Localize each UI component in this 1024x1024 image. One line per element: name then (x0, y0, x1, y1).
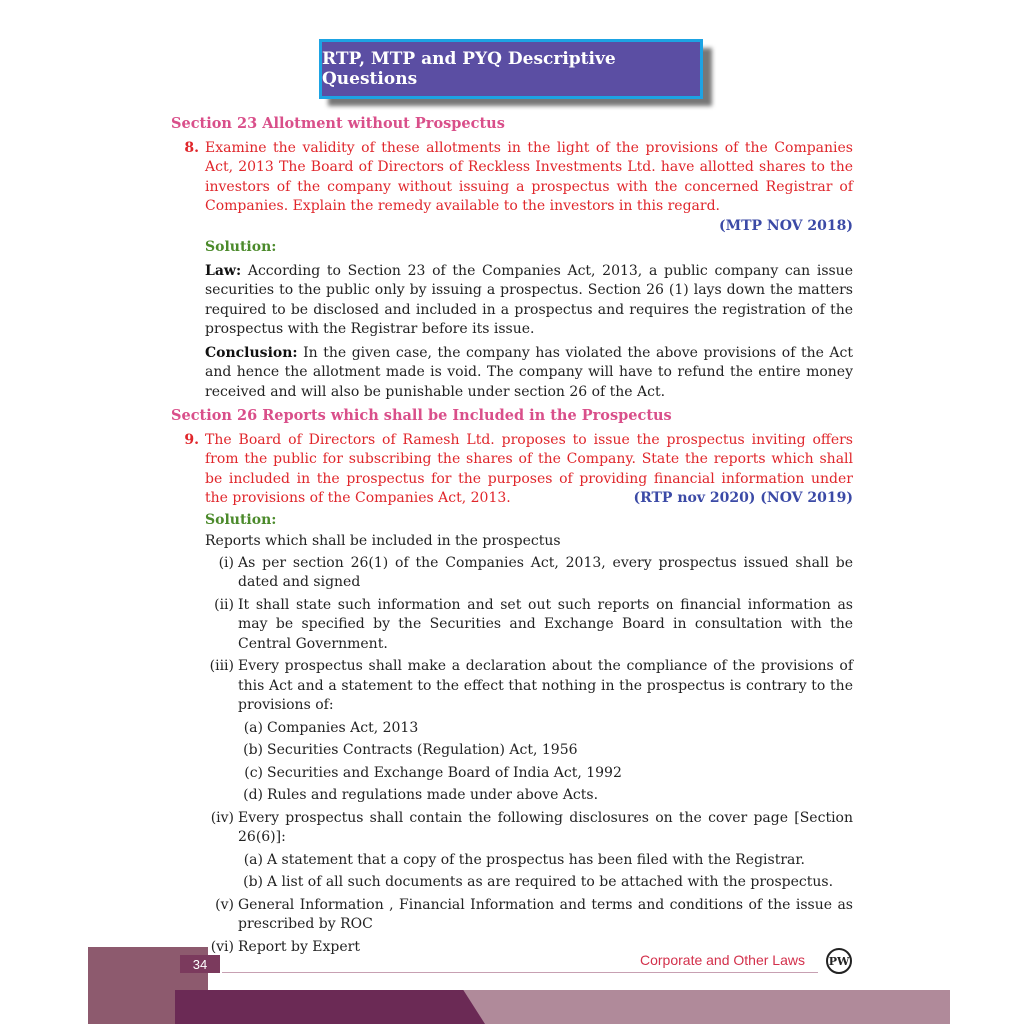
sub-list-item (238, 719, 853, 739)
sub-list-item (238, 741, 853, 761)
list-intro: Reports which shall be included in the prospectus (205, 533, 561, 549)
list-item (205, 657, 853, 716)
list-number: (v) (215, 896, 234, 913)
sub-list-text: Companies Act, 2013 (267, 719, 419, 736)
sub-list-text: Rules and regulations made under above Acts. (267, 787, 599, 803)
sub-list-text: Securities Contracts (Regulation) Act, 1956 (267, 742, 578, 758)
publisher-logo-icon: PW (826, 948, 852, 974)
conclusion-label: Conclusion: (205, 344, 298, 361)
sub-list-text: A statement that a copy of the prospectus has been filed with the Registrar. (267, 851, 805, 868)
list-number: (iv) (210, 809, 234, 826)
question-text (205, 139, 853, 237)
list-text: Every prospectus shall make a declaration about the compliance of the provisions of this Act and a statement to the effect that nothing in the prospectus is contrary to the provisions of: (238, 658, 853, 713)
law-text: According to Section 23 of the Companies Act, 2013, a public company can issue securities to the public only by issuing a prospectus. Section 26 (1) lays down the matters required to be disclosed and included in a prospectus and requires the registration of the prospectus with the Registrar before its issue. (205, 262, 853, 337)
list-text: Report by Expert (238, 938, 360, 955)
list-text: Every prospectus shall contain the following disclosures on the cover page [Section 26(6)]: (238, 809, 853, 845)
law-label: Law: (205, 262, 242, 279)
sub-list-item (238, 786, 853, 806)
list-text: As per section 26(1) of the Companies Act, 2013, every prospectus issued shall be dated and signed (238, 554, 853, 590)
sub-list-number: (b) (243, 742, 263, 758)
sub-list-number: (a) (243, 719, 263, 736)
sub-list-number: (c) (244, 764, 263, 781)
conclusion-paragraph (205, 344, 853, 403)
question-body: Examine the validity of these allotments in the light of the provisions of the Companies Act, 2013 The Board of Directors of Reckless Investments Ltd. have allotted shares to the investors of the company without issuing a prospectus with the concerned Registrar of Companies. Explain the remedy available to the investors in this regard. (205, 139, 853, 214)
section-heading: Section 26 Reports which shall be Included in the Prospectus (171, 407, 672, 424)
list-item (205, 596, 853, 655)
question-reference: (RTP nov 2020) (NOV 2019) (633, 490, 853, 506)
question-8 (171, 139, 853, 237)
sub-list-text: A list of all such documents as are required to be attached with the prospectus. (267, 874, 834, 890)
sub-list-number: (b) (243, 874, 263, 890)
question-text (205, 431, 853, 509)
list-text: It shall state such information and set out such reports on financial information as may be specified by the Securities and Exchange Board in consultation with the Central Government. (238, 596, 853, 652)
page-number: 34 (180, 955, 220, 973)
list-item (205, 554, 853, 593)
solution-label: Solution: (205, 511, 277, 528)
question-9 (171, 431, 853, 509)
conclusion-text: In the given case, the company has violated the above provisions of the Act and hence the allotment made is void. The company will have to refund the entire money received and will also be punishable under section 26 of the Act. (205, 344, 853, 400)
sub-list-item (238, 764, 853, 784)
list-item (205, 809, 853, 848)
page-content (171, 114, 853, 960)
law-paragraph (205, 262, 853, 340)
list-number: (iii) (209, 658, 234, 674)
sub-list-text: Securities and Exchange Board of India Act, 1992 (267, 764, 622, 781)
question-reference: (MTP NOV 2018) (718, 217, 853, 234)
solution-label: Solution: (205, 239, 277, 255)
sub-list-number: (d) (243, 787, 263, 803)
sub-list-item (238, 851, 853, 871)
list-number: (vi) (210, 938, 234, 955)
list-item (205, 896, 853, 935)
list-number: (ii) (214, 596, 234, 613)
question-number: 8. (184, 139, 199, 156)
sub-list-number: (a) (243, 851, 263, 868)
sub-list-item (238, 873, 853, 893)
footer-decoration (175, 990, 485, 1024)
section-heading: Section 23 Allotment without Prospectus (171, 115, 505, 132)
list-text: General Information , Financial Information and terms and conditions of the issue as prescribed by ROC (238, 896, 853, 932)
list-number: (i) (218, 554, 234, 571)
footer-rule (222, 972, 818, 973)
page-title: RTP, MTP and PYQ Descriptive Questions (319, 39, 703, 99)
question-number: 9. (184, 431, 199, 448)
question-body: The Board of Directors of Ramesh Ltd. proposes to issue the prospectus inviting offers from the public for subscribing the shares of the Company. State the reports which shall be included in the prospectus for the purposes of providing financial information under the provisions of the Companies Act, 2013. (205, 431, 853, 506)
book-title: Corporate and Other Laws (640, 952, 805, 968)
